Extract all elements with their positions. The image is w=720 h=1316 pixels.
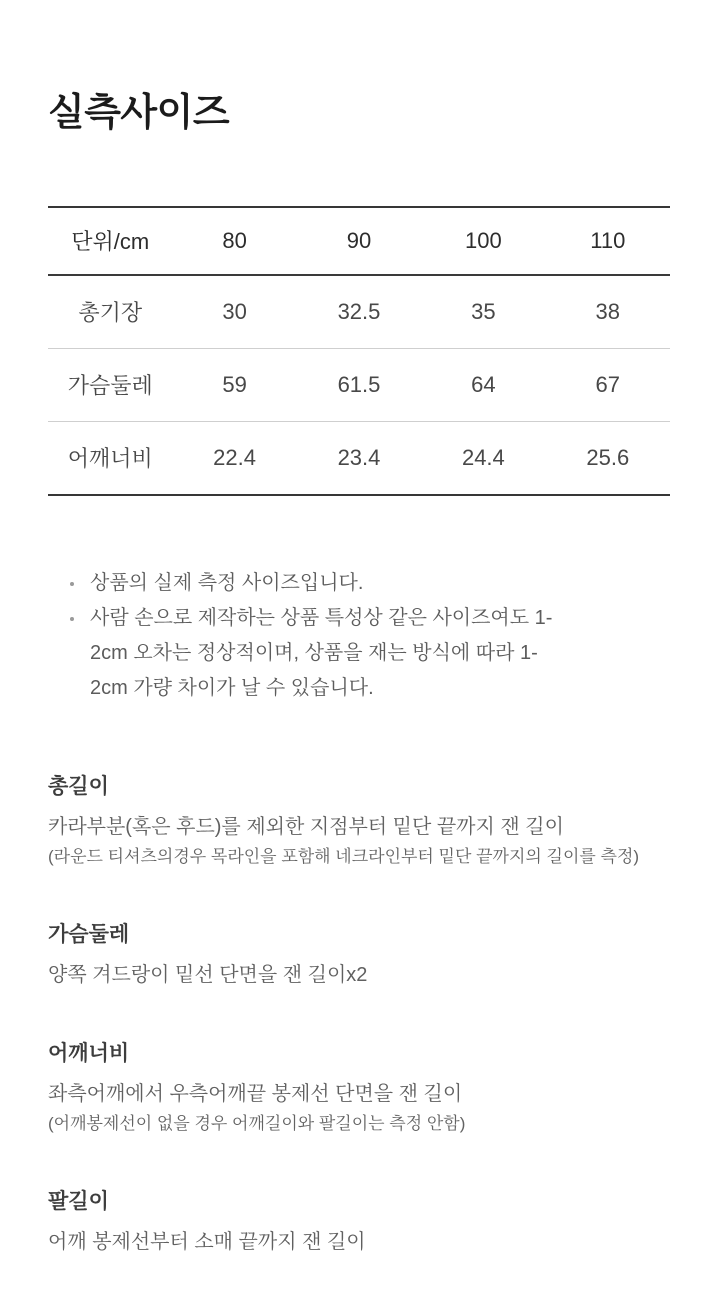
size-value-cell: 38 (546, 275, 670, 349)
measure-guide (48, 1185, 670, 1256)
size-column-header: 110 (546, 207, 670, 275)
table-row (48, 275, 670, 349)
row-label: 어깨너비 (67, 446, 153, 472)
note-text: 사람 손으로 제작하는 상품 특성상 같은 사이즈여도 1-2cm 오차는 정상적이며, 상품을 재는 방식에 따라 1-2cm 가량 차이가 날 수 있습니다. (90, 606, 553, 699)
table-row (48, 348, 670, 421)
size-table-header-row (48, 207, 670, 275)
table-row (48, 421, 670, 495)
row-label: 총기장 (48, 275, 172, 349)
size-value-cell: 25.6 (586, 444, 630, 470)
size-value-cell: 61.5 (297, 348, 421, 421)
size-value-cell: 24.4 (461, 444, 505, 470)
guide-subnote: (어깨봉제선이 없을 경우 어깨길이와 팔길이는 측정 안함) (48, 1113, 466, 1133)
page-title: 실측사이즈 (48, 92, 230, 134)
bullet-icon (70, 617, 74, 621)
size-value-cell: 23.4 (337, 444, 381, 470)
guide-title: 총길이 (48, 774, 109, 798)
note-text: 상품의 실제 측정 사이즈입니다. (90, 571, 364, 594)
notes-list (70, 566, 575, 706)
guide-title: 어깨너비 (48, 1041, 130, 1065)
measure-guide (48, 1037, 670, 1137)
size-column-header: 80 (172, 207, 296, 275)
guide-description: 어깨 봉제선부터 소매 끝까지 잰 길이 (48, 1230, 366, 1253)
guide-subnote: (라운드 티셔츠의경우 목라인을 포함해 네크라인부터 밑단 끝까지의 길이를 측정) (48, 846, 640, 866)
size-table (48, 206, 670, 496)
size-value-cell: 22.4 (213, 444, 256, 470)
size-value-cell: 32.5 (297, 275, 421, 349)
bullet-icon (70, 582, 74, 586)
size-column-header: 90 (297, 207, 421, 275)
measure-guide (48, 770, 670, 870)
size-value-cell: 30 (172, 275, 296, 349)
guide-title: 가슴둘레 (48, 922, 130, 946)
row-label: 가슴둘레 (48, 348, 172, 421)
note-item (70, 601, 575, 706)
measure-guide (48, 918, 670, 989)
size-value-cell: 67 (546, 348, 670, 421)
size-value-cell: 64 (421, 348, 545, 421)
measure-guides (48, 770, 670, 1256)
note-item (70, 566, 575, 601)
guide-description: 좌측어깨에서 우측어깨끝 봉제선 단면을 잰 길이 (48, 1082, 463, 1105)
guide-title: 팔길이 (48, 1189, 109, 1213)
size-column-header: 100 (421, 207, 545, 275)
guide-description: 카라부분(혹은 후드)를 제외한 지점부터 밑단 끝까지 잰 길이 (48, 815, 564, 838)
unit-header-cell: 단위/cm (48, 207, 172, 275)
guide-description: 양쪽 겨드랑이 밑선 단면을 잰 길이x2 (48, 963, 368, 986)
size-value-cell: 59 (172, 348, 296, 421)
size-value-cell: 35 (421, 275, 545, 349)
